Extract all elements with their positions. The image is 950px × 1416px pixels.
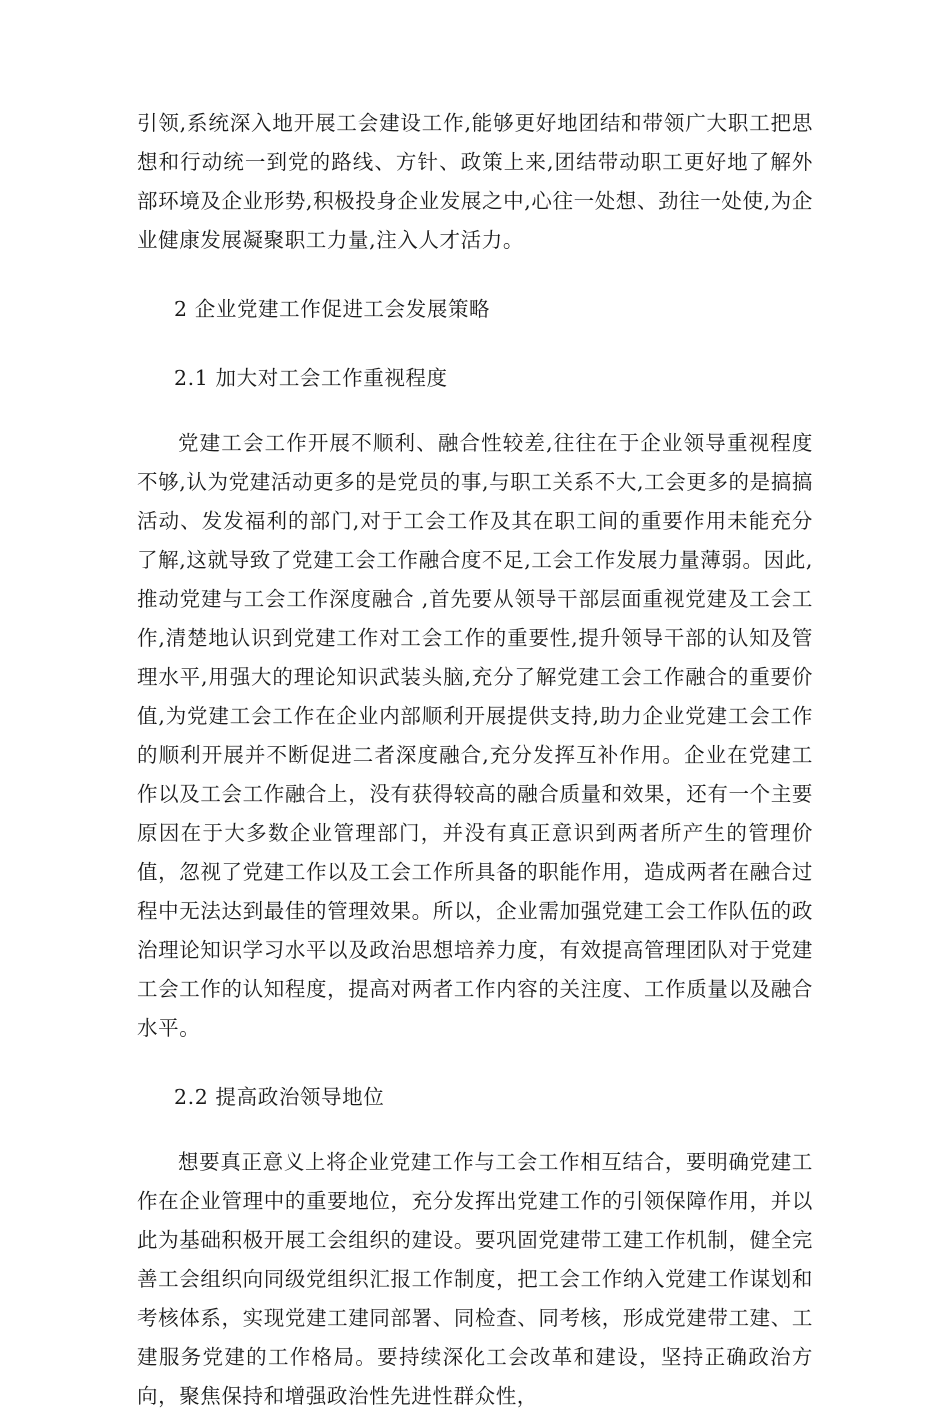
intro-paragraph: 引领,系统深入地开展工会建设工作,能够更好地团结和带领广大职工把思想和行动统一到党的路线、方针、政策上来,团结带动职工更好地了解外部环境及企业形势,积极投身企业发展之中,心往一处想、劲往一处使,为企业健康发展凝聚职工力量,注入人才活力。 (137, 111, 813, 252)
section-heading-2-1: 2.1 加大对工会工作重视程度 (174, 366, 448, 390)
section-2-2-paragraph: 想要真正意义上将企业党建工作与工会工作相互结合，要明确党建工作在企业管理中的重要地位，充分发挥出党建工作的引领保障作用，并以此为基础积极开展工会组织的建设。要巩固党建带工建工作机制，健全完善工会组织向同级党组织汇报工作制度，把工会工作纳入党建工作谋划和考核体系，实现党建工建同部署、同检查、同考核，形成党建带工建、工建服务党建的工作格局。要持续深化工会改革和建设，坚持正确政治方向，聚焦保持和增强政治性先进性群众性， (137, 1150, 813, 1408)
section-2-1-paragraph: 党建工会工作开展不顺利、融合性较差,往往在于企业领导重视程度不够,认为党建活动更多的是党员的事,与职工关系不大,工会更多的是搞搞活动、发发福利的部门,对于工会工作及其在职工间的重要作用未能充分了解,这就导致了党建工会工作融合度不足,工会工作发展力量薄弱。因此,推动党建与工会工作深度融合 ,首先要从领导干部层面重视党建及工会工作,清楚地认识到党建工作对工会工作的重要性,提升领导干部的认知及管理水平,用强大的理论知识武装头脑,充分了解党建工会工作融合的重要价值,为党建工会工作在企业内部顺利开展提供支持,助力企业党建工会工作的顺利开展并不断促进二者深度融合,充分发挥互补作用。企业在党建工作以及工会工作融合上，没有获得较高的融合质量和效果，还有一个主要原因在于大多数企业管理部门，并没有真正意识到两者所产生的管理价值，忽视了党建工作以及工会工作所具备的职能作用，造成两者在融合过程中无法达到最佳的管理效果。所以，企业需加强党建工会工作队伍的政治理论知识学习水平以及政治思想培养力度，有效提高管理团队对于党建工会工作的认知程度，提高对两者工作内容的关注度、工作质量以及融合水平。 (137, 431, 813, 1040)
document-page (137, 104, 813, 1416)
section-heading-2-2: 2.2 提高政治领导地位 (174, 1085, 385, 1109)
section-heading-2: 2 企业党建工作促进工会发展策略 (174, 297, 491, 321)
